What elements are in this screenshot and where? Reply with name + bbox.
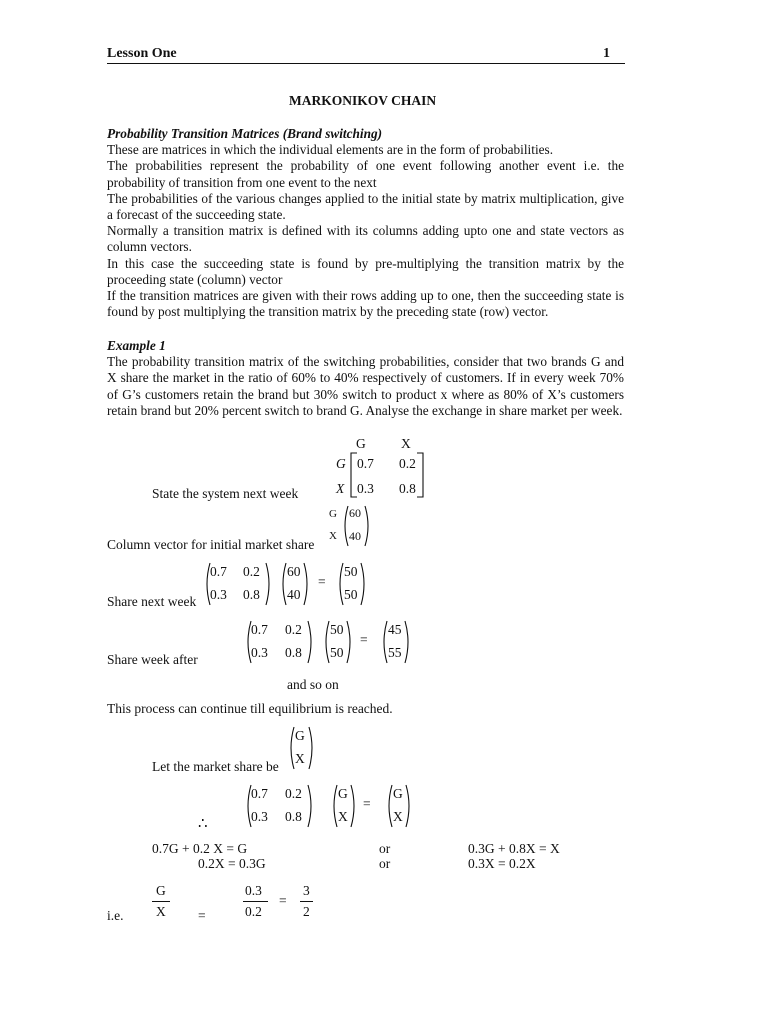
paragraph: If the transition matrices are given with their rows adding up to one, then the succeeding state is found by post multiplying the transition matrix by the preceding state (row) vector. <box>107 288 624 320</box>
result-left-paren <box>385 784 393 828</box>
ie-prefix: i.e. <box>107 908 124 923</box>
vector-left-paren <box>279 562 287 606</box>
vector-cell: 60 <box>287 564 301 579</box>
matrix-cell: 0.2 <box>285 786 302 801</box>
row-label-x: X <box>336 481 345 496</box>
fraction-numerator: 0.3 <box>245 883 262 898</box>
fraction-numerator: 3 <box>303 883 310 898</box>
transition-matrix-right-bracket <box>416 452 424 498</box>
matrix-cell: 0.8 <box>285 809 302 824</box>
paragraph: Normally a transition matrix is defined with its columns adding upto one and state vectors as column vectors. <box>107 223 624 255</box>
matrix-right-paren <box>307 784 315 828</box>
example-section <box>107 338 624 419</box>
matrix-right-paren <box>265 562 273 606</box>
matrix-cell: 0.8 <box>243 587 260 602</box>
matrix-cell: 0.8 <box>285 645 302 660</box>
matrix-right-paren <box>307 620 315 664</box>
paragraph: These are matrices in which the individual elements are in the form of probabilities. <box>107 142 554 158</box>
market-share-label: Let the market share be <box>152 759 279 774</box>
fraction-denominator: 0.2 <box>245 904 262 919</box>
equals-sign: = <box>363 796 371 811</box>
lesson-header: Lesson One <box>107 46 177 61</box>
result-cell: 55 <box>388 645 402 660</box>
fraction-numerator: G <box>156 883 166 898</box>
equation-or: or <box>379 856 391 871</box>
vector-left-paren <box>322 620 330 664</box>
equals-sign: = <box>318 574 326 589</box>
result-cell: G <box>393 786 403 801</box>
result-cell: 45 <box>388 622 402 637</box>
vector-left-paren <box>287 726 295 770</box>
matrix-cell: 0.8 <box>399 481 416 496</box>
vector-right-paren <box>350 784 358 828</box>
equilibrium-text: This process can continue till equilibrium is reached. <box>107 701 393 716</box>
result-right-paren <box>405 784 413 828</box>
fraction-bar <box>152 901 170 902</box>
result-left-paren <box>336 562 344 606</box>
and-so-on: and so on <box>287 677 339 692</box>
example-heading: Example 1 <box>107 338 166 353</box>
vector-right-paren <box>308 726 316 770</box>
example-text: The probability transition matrix of the switching probabilities, consider that two brands G and X share the market in the ratio of 60% to 40% respectively of customers. If in every week 70% of G’s customers retain the brand but 30% switch to product x where as 80% of X’s customers retain brand but 20% percent switch to brand G. Analyse the exchange in share market per week. <box>107 354 624 418</box>
page-number: 1 <box>603 46 610 61</box>
paragraph: In this case the succeeding state is found by pre-multiplying the transition matrix by the proceeding state (column) vector <box>107 255 624 287</box>
result-left-paren <box>380 620 388 664</box>
matrix-cell: 0.7 <box>210 564 227 579</box>
vector-cell: X <box>295 751 305 766</box>
matrix-cell: 0.2 <box>243 564 260 579</box>
matrix-cell: 0.3 <box>251 645 268 660</box>
matrix-cell: 0.3 <box>251 809 268 824</box>
vector-cell: X <box>338 809 348 824</box>
vector-cell: 50 <box>330 645 344 660</box>
col-label-x: X <box>401 436 411 451</box>
vector-cell: G <box>338 786 348 801</box>
fraction-denominator: 2 <box>303 904 310 919</box>
paragraph: The probabilities of the various changes applied to the initial state by matrix multiplication, give a forecast of the succeeding state. <box>107 190 624 223</box>
vector-cell: 60 <box>349 506 361 520</box>
vector-right-paren <box>364 505 372 547</box>
equals-sign: = <box>279 893 287 908</box>
vector-row-label-g: G <box>329 508 337 520</box>
fraction-bar <box>300 901 313 902</box>
equals-sign: = <box>198 908 206 923</box>
matrix-cell: 0.3 <box>357 481 374 496</box>
matrix-cell: 0.3 <box>210 587 227 602</box>
matrix-cell: 0.2 <box>285 622 302 637</box>
matrix-cell: 0.7 <box>251 786 268 801</box>
fraction-bar <box>243 901 268 902</box>
result-cell: 50 <box>344 564 358 579</box>
week-after-label: Share week after <box>107 652 198 667</box>
vector-row-label-x: X <box>329 530 337 542</box>
header-rule <box>107 63 625 64</box>
result-cell: X <box>393 809 403 824</box>
intro-section <box>107 126 624 320</box>
equation-right: 0.3X = 0.2X <box>468 856 536 871</box>
row-label-g: G <box>336 456 346 471</box>
result-cell: 50 <box>344 587 358 602</box>
result-right-paren <box>360 562 368 606</box>
initial-vector-label: Column vector for initial market share <box>107 537 315 552</box>
vector-left-paren <box>341 505 349 547</box>
equation-or: or <box>379 841 391 856</box>
equals-sign: = <box>360 632 368 647</box>
matrix-cell: 0.2 <box>399 456 416 471</box>
fraction-denominator: X <box>156 904 166 919</box>
matrix-cell: 0.7 <box>251 622 268 637</box>
vector-right-paren <box>303 562 311 606</box>
page-title: MARKONIKOV CHAIN <box>289 93 437 108</box>
matrix-cell: 0.7 <box>357 456 374 471</box>
transition-label: State the system next week <box>152 486 299 501</box>
col-label-g: G <box>356 436 366 451</box>
vector-right-paren <box>346 620 354 664</box>
next-week-label: Share next week <box>107 594 197 609</box>
equation-left: 0.2X = 0.3G <box>198 856 266 871</box>
paragraph: The probabilities represent the probability of one event following another event i.e. the probability of transition from one event to the next <box>107 158 624 190</box>
vector-cell: 50 <box>330 622 344 637</box>
vector-left-paren <box>330 784 338 828</box>
vector-cell: G <box>295 728 305 743</box>
vector-cell: 40 <box>349 529 361 543</box>
section-heading: Probability Transition Matrices (Brand switching) <box>107 126 383 141</box>
result-right-paren <box>404 620 412 664</box>
vector-cell: 40 <box>287 587 301 602</box>
equation-right: 0.3G + 0.8X = X <box>468 841 560 856</box>
therefore-symbol: ∴ <box>198 816 208 832</box>
equation-left: 0.7G + 0.2 X = G <box>152 841 248 856</box>
